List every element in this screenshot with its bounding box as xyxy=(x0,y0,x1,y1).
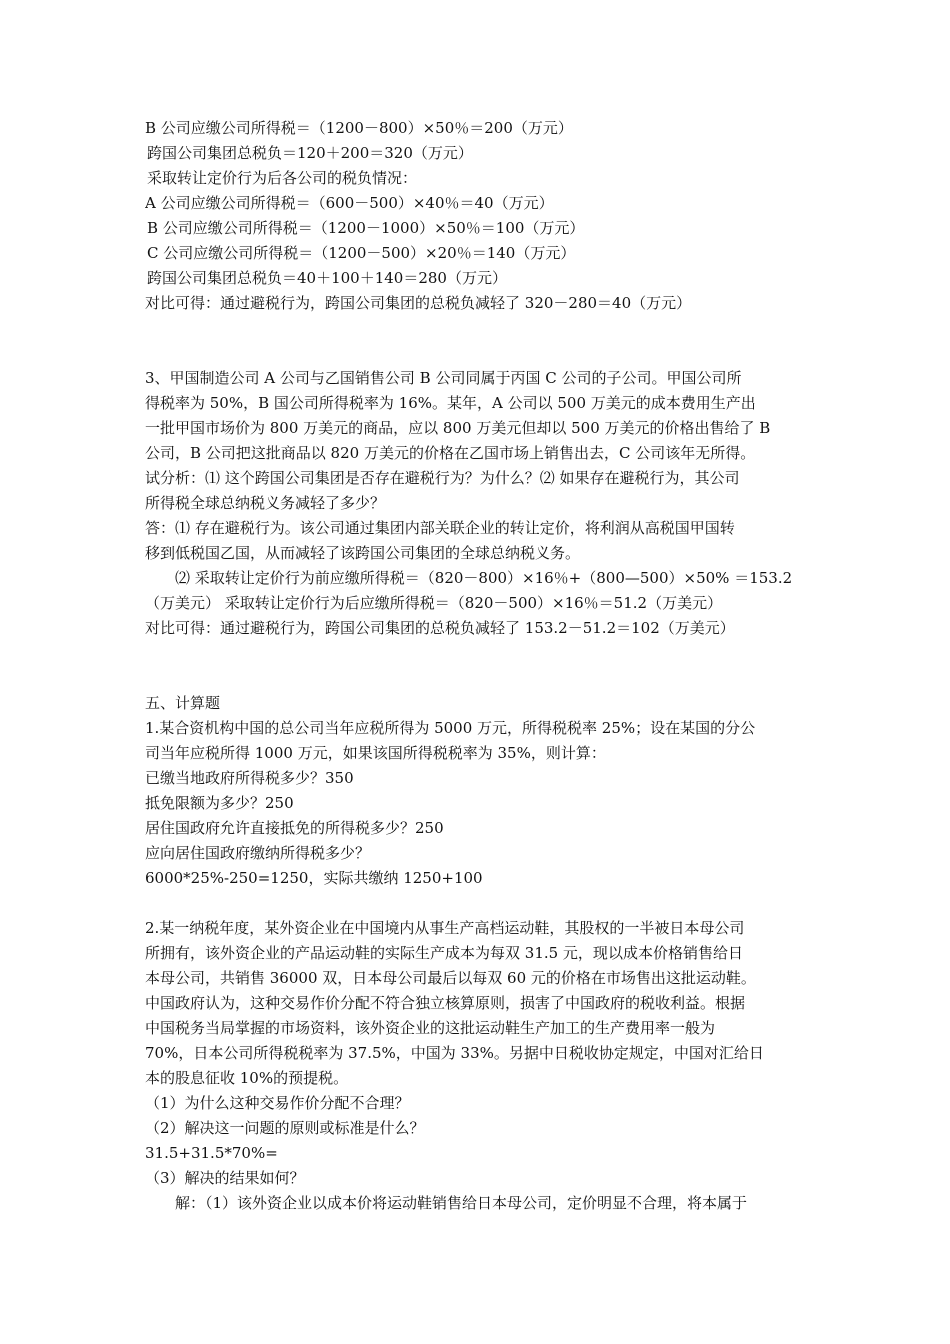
text-line: 已缴当地政府所得税多少？350 xyxy=(145,769,354,787)
text-line: 所得税全球总纳税义务减轻了多少？ xyxy=(145,494,386,512)
text-line: 抵免限额为多少？250 xyxy=(145,794,294,812)
text-line: 试分析：⑴ 这个跨国公司集团是否存在避税行为？为什么？⑵ 如果存在避税行为，其公司 xyxy=(145,469,740,487)
text-line: 得税率为 50%，B 国公司所得税率为 16%。某年，A 公司以 500 万美元的成本费用生产出 xyxy=(145,394,756,412)
text-line: （2）解决这一问题的原则或标准是什么？ xyxy=(145,1119,425,1137)
text-line: C 公司应缴公司所得税＝（1200－500）×20％＝140（万元） xyxy=(147,244,576,262)
text-line: 居住国政府允许直接抵免的所得税多少？250 xyxy=(145,819,444,837)
text-line: 所拥有，该外资企业的产品运动鞋的实际生产成本为每双 31.5 元，现以成本价格销售给日 xyxy=(145,944,743,962)
text-line: 跨国公司集团总税负＝120＋200＝320（万元） xyxy=(147,144,473,162)
text-line: 公司，B 公司把这批商品以 820 万美元的价格在乙国市场上销售出去，C 公司该年无所得。 xyxy=(145,444,756,462)
text-line: ⑵ 采取转让定价行为前应缴所得税＝（820－800）×16％+（800—500）×50% ＝153.2 xyxy=(175,569,793,587)
text-line: B 公司应缴公司所得税＝（1200－800）×50％＝200（万元） xyxy=(145,119,573,137)
text-line: 一批甲国市场价为 800 万美元的商品，应以 800 万美元但却以 500 万美元的价格出售给了 B xyxy=(145,419,771,437)
text-line: 应向居住国政府缴纳所得税多少？ xyxy=(145,844,371,862)
text-line: 司当年应税所得 1000 万元，如果该国所得税税率为 35%，则计算： xyxy=(145,744,606,762)
text-line: 解：（1）该外资企业以成本价将运动鞋销售给日本母公司，定价明显不合理，将本属于 xyxy=(175,1194,748,1212)
text-line: 移到低税国乙国，从而减轻了该跨国公司集团的全球总纳税义务。 xyxy=(145,544,581,562)
text-line: 70%，日本公司所得税税率为 37.5%，中国为 33%。另据中日税收协定规定，中国对汇给日 xyxy=(145,1044,764,1062)
text-line: 采取转让定价行为后各公司的税负情况： xyxy=(147,169,418,187)
text-line: 31.5+31.5*70%= xyxy=(145,1144,278,1162)
text-line: （万美元） 采取转让定价行为后应缴所得税＝（820－500）×16％＝51.2（万美元） xyxy=(145,594,723,612)
text-line: 跨国公司集团总税负＝40＋100＋140＝280（万元） xyxy=(147,269,507,287)
text-line: B 公司应缴公司所得税＝（1200－1000）×50％＝100（万元） xyxy=(147,219,585,237)
text-line: 本母公司，共销售 36000 双，日本母公司最后以每双 60 元的价格在市场售出这批运动鞋。 xyxy=(145,969,756,987)
text-line: （3）解决的结果如何？ xyxy=(145,1169,305,1187)
text-line: 1.某合资机构中国的总公司当年应税所得为 5000 万元，所得税税率 25%；设在某国的分公 xyxy=(145,719,756,737)
text-line: 对比可得：通过避税行为，跨国公司集团的总税负减轻了 153.2－51.2＝102（万美元） xyxy=(145,619,735,637)
section-title: 五、计算题 xyxy=(145,694,221,712)
text-line: 本的股息征收 10%的预提税。 xyxy=(145,1069,349,1087)
text-line: 6000*25%-250=1250，实际共缴纳 1250+100 xyxy=(145,869,483,887)
text-line: 对比可得：通过避税行为，跨国公司集团的总税负减轻了 320－280＝40（万元） xyxy=(145,294,692,312)
text-line: 2.某一纳税年度，某外资企业在中国境内从事生产高档运动鞋，其股权的一半被日本母公司 xyxy=(145,919,745,937)
text-line: 3、甲国制造公司 A 公司与乙国销售公司 B 公司同属于丙国 C 公司的子公司。甲国公司所 xyxy=(145,369,742,387)
text-line: 中国政府认为，这种交易作价分配不符合独立核算原则，损害了中国政府的税收利益。根据 xyxy=(145,994,746,1012)
text-line: 答：⑴ 存在避税行为。该公司通过集团内部关联企业的转让定价，将利润从高税国甲国转 xyxy=(145,519,735,537)
text-line: 中国税务当局掌握的市场资料，该外资企业的这批运动鞋生产加工的生产费用率一般为 xyxy=(145,1019,716,1037)
text-line: （1）为什么这种交易作价分配不合理？ xyxy=(145,1094,410,1112)
text-line: A 公司应缴公司所得税＝（600－500）×40％＝40（万元） xyxy=(145,194,554,212)
